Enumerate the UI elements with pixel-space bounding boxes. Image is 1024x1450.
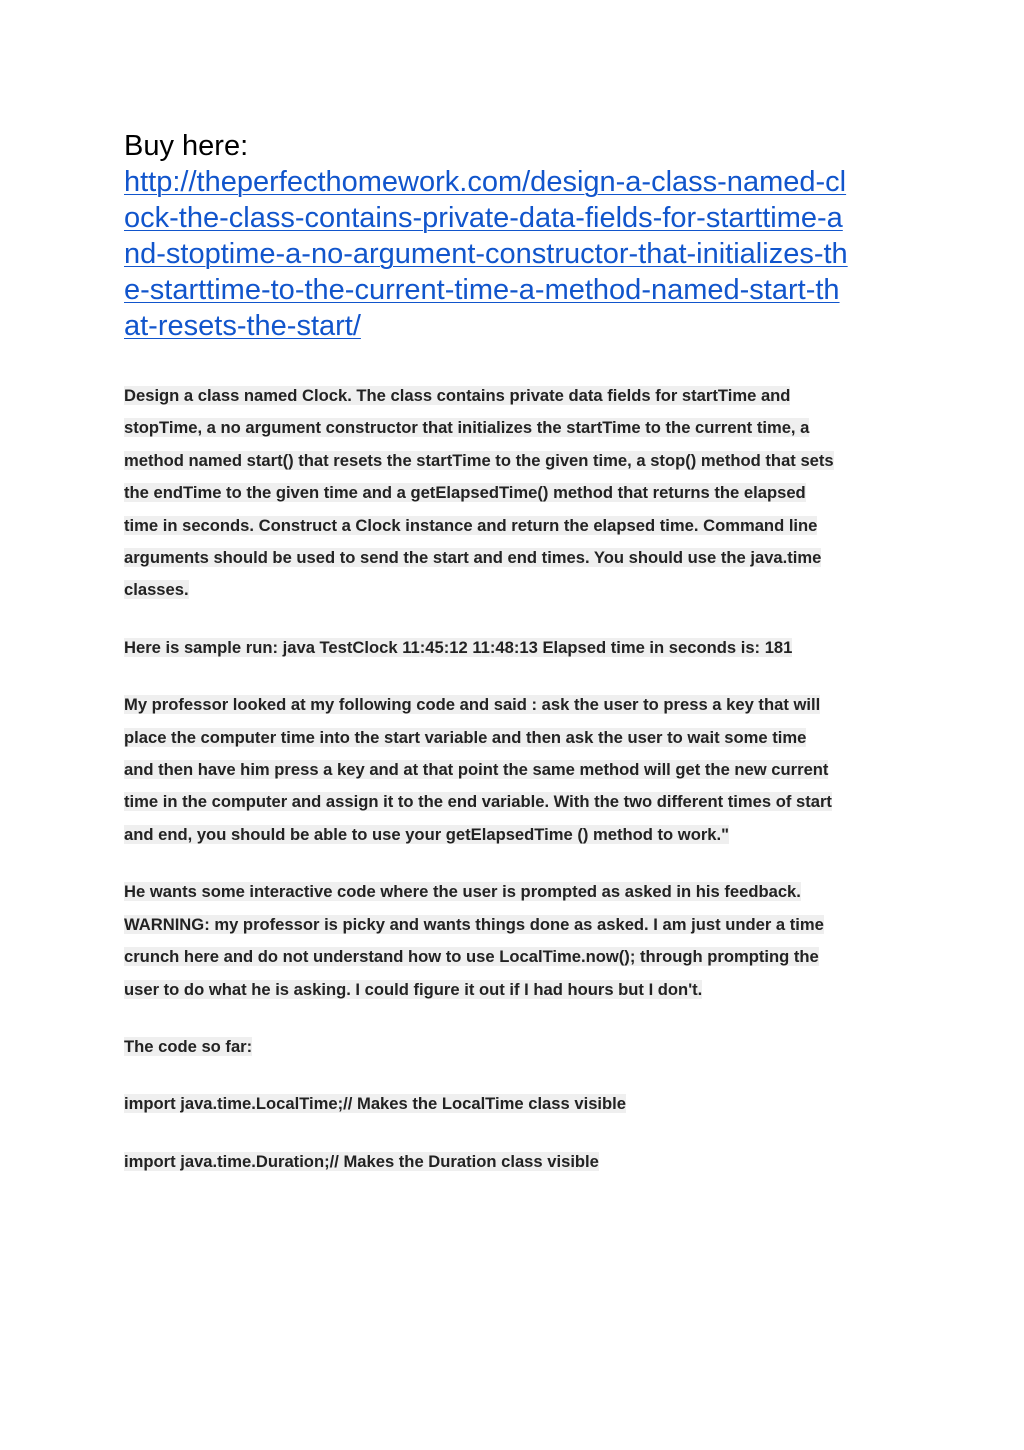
professor-feedback-paragraph bbox=[124, 689, 904, 851]
paragraph-line: the endTime to the given time and a getElapsedTime() method that returns the elapsed bbox=[124, 483, 806, 503]
paragraph-line: He wants some interactive code where the user is prompted as asked in his feedback. bbox=[124, 882, 801, 902]
paragraph-line: time in seconds. Construct a Clock instance and return the elapsed time. Command line bbox=[124, 515, 818, 535]
paragraph-line: and then have him press a key and at that point the same method will get the new current bbox=[124, 760, 829, 780]
paragraph-line: My professor looked at my following code and said : ask the user to press a key that will bbox=[124, 695, 821, 715]
buy-link-line: http://theperfecthomework.com/design-a-class-named-cl bbox=[124, 166, 847, 198]
assignment-paragraph bbox=[124, 380, 904, 607]
paragraph-line: user to do what he is asking. I could figure it out if I had hours but I don't. bbox=[124, 979, 703, 999]
paragraph-line: Design a class named Clock. The class contains private data fields for startTime and bbox=[124, 386, 791, 405]
paragraph-line: method named start() that resets the startTime to the given time, a stop() method that sets bbox=[124, 450, 834, 470]
paragraph-line: stopTime, a no argument constructor that initializes the startTime to the current time, a bbox=[124, 418, 810, 438]
buy-link-line: ock-the-class-contains-private-data-fields-for-starttime-a bbox=[124, 202, 843, 234]
paragraph-line: import java.time.LocalTime;// Makes the LocalTime class visible bbox=[124, 1094, 627, 1114]
paragraph-line: crunch here and do not understand how to use LocalTime.now(); through prompting the bbox=[124, 947, 819, 967]
paragraph-line: arguments should be used to send the start and end times. You should use the java.time bbox=[124, 548, 822, 568]
paragraph-line: and end, you should be able to use your getElapsedTime () method to work." bbox=[124, 824, 730, 844]
paragraph-line: WARNING: my professor is picky and wants things done as asked. I am just under a time bbox=[124, 914, 824, 934]
paragraph-line: The code so far: bbox=[124, 1036, 253, 1056]
buy-link-line: e-starttime-to-the-current-time-a-method-named-start-th bbox=[124, 274, 840, 306]
paragraph-line: import java.time.Duration;// Makes the Duration class visible bbox=[124, 1151, 599, 1171]
buy-link-line: at-resets-the-start/ bbox=[124, 310, 361, 342]
sample-run-paragraph bbox=[124, 632, 904, 664]
buy-link-line: nd-stoptime-a-no-argument-constructor-that-initializes-th bbox=[124, 238, 848, 270]
document-page bbox=[124, 128, 904, 1203]
paragraph-line: time in the computer and assign it to the end variable. With the two different times of start bbox=[124, 792, 832, 812]
question-body bbox=[124, 380, 904, 1178]
buy-here-label: Buy here: bbox=[124, 130, 249, 162]
buy-link[interactable] bbox=[124, 164, 904, 344]
code-import-localtime bbox=[124, 1088, 904, 1120]
warning-paragraph bbox=[124, 876, 904, 1006]
code-intro-paragraph bbox=[124, 1031, 904, 1063]
paragraph-line: classes. bbox=[124, 580, 189, 600]
code-import-duration bbox=[124, 1146, 904, 1178]
paragraph-line: Here is sample run: java TestClock 11:45:12 11:48:13 Elapsed time in seconds is: 181 bbox=[124, 637, 793, 657]
paragraph-line: place the computer time into the start variable and then ask the user to wait some time bbox=[124, 727, 807, 747]
